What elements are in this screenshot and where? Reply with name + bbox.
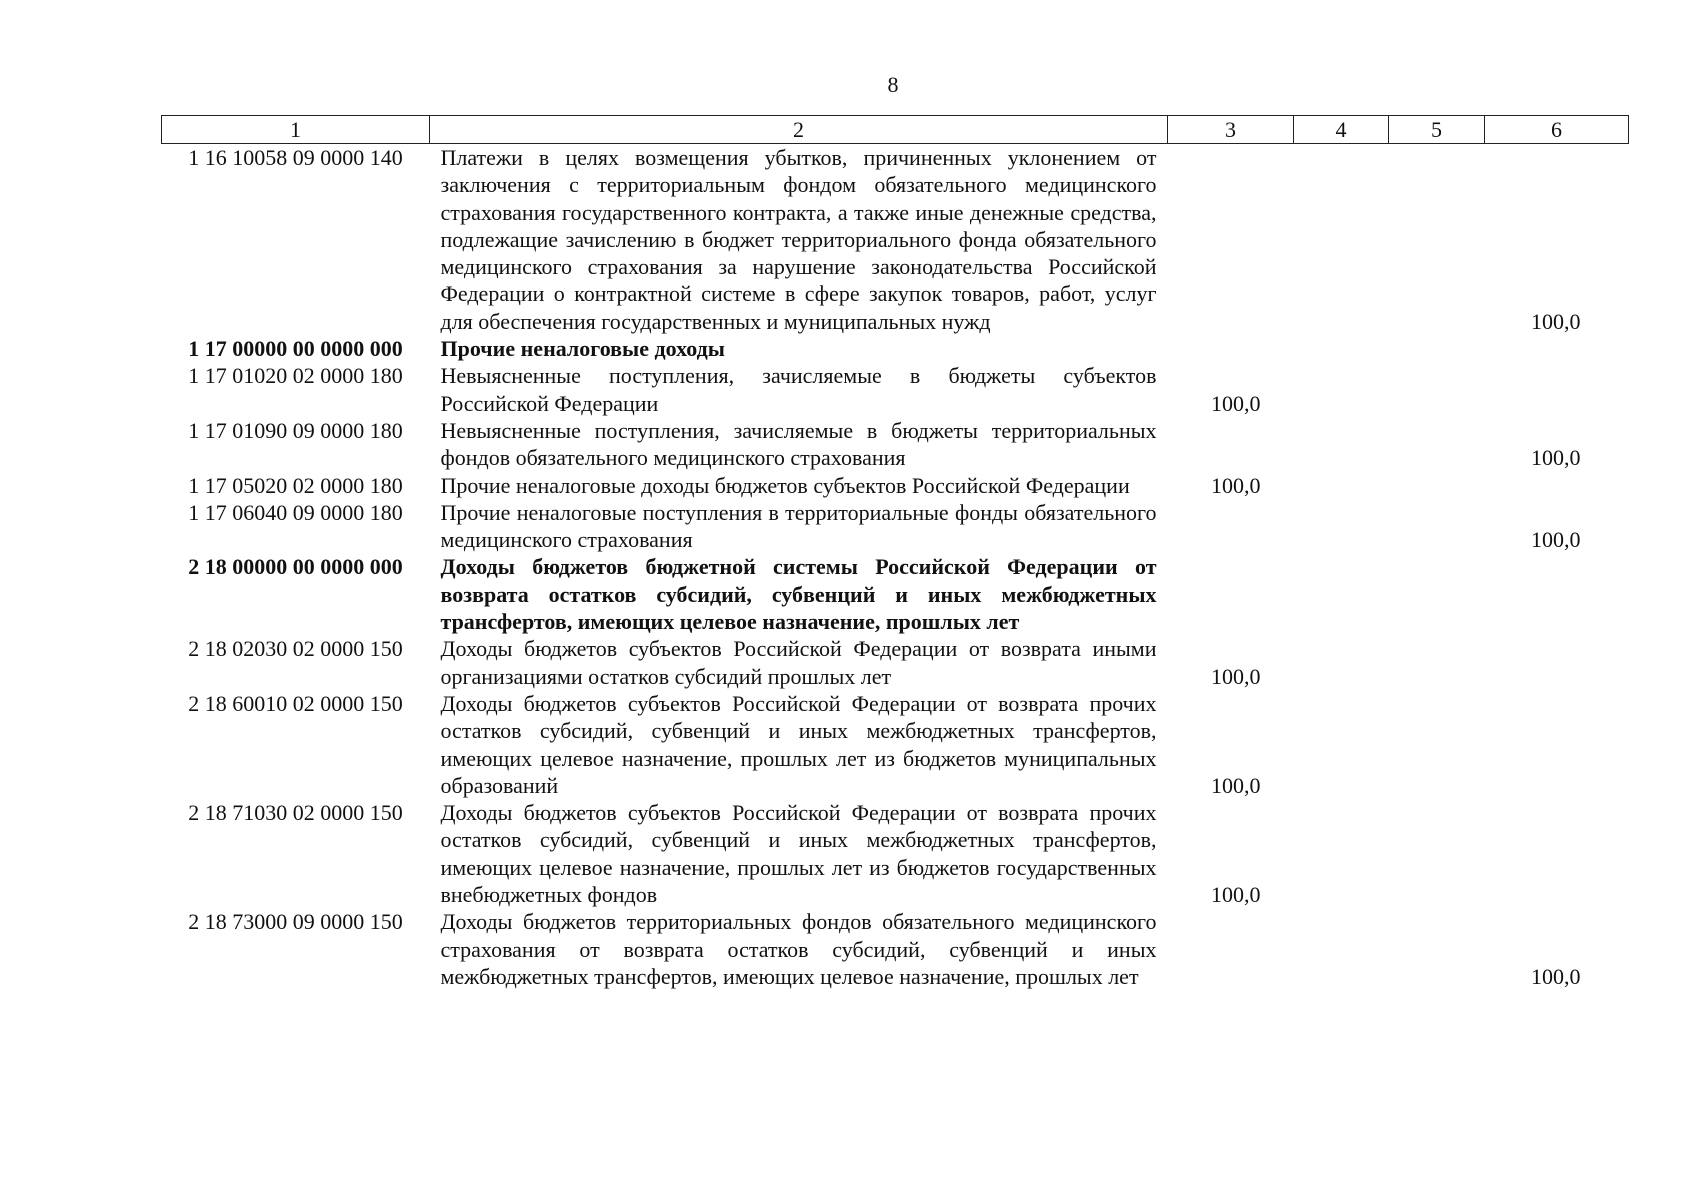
column-5-value-cell [1389, 362, 1485, 417]
table-row [162, 499, 1629, 554]
column-3-value-cell [1168, 144, 1294, 336]
description-cell: Доходы бюджетов территориальных фондов обязательного медицинского страхования от возврата остатков субсидий, субвенций и иных межбюджетных трансфертов, имеющих целевое назначение, прошлых лет [440, 909, 1157, 989]
column-5-value-cell [1389, 417, 1485, 472]
column-3-value-cell: 100,0 [1211, 882, 1261, 908]
table-row [162, 335, 1629, 362]
table-row [162, 908, 1629, 990]
table-row [162, 417, 1629, 472]
column-header-6: 6 [1485, 116, 1629, 144]
column-6-value-cell [1485, 472, 1629, 499]
description-cell: Невыясненные поступления, зачисляемые в бюджеты территориальных фондов обязательного медицинского страхования [440, 417, 1157, 471]
table-row [162, 799, 1629, 908]
page-number: 8 [887, 72, 899, 97]
column-5-value-cell [1389, 472, 1485, 499]
revenue-code-cell: 1 17 05020 02 0000 180 [188, 472, 403, 498]
column-4-value-cell [1294, 417, 1389, 472]
table-row [162, 690, 1629, 799]
description-cell: Прочие неналоговые доходы бюджетов субъектов Российской Федерации [440, 472, 1130, 498]
column-header-3: 3 [1168, 116, 1294, 144]
budget-revenue-table [161, 115, 1629, 990]
column-header-1: 1 [162, 116, 430, 144]
table-row [162, 472, 1629, 499]
column-5-value-cell [1389, 335, 1485, 362]
description-cell: Невыясненные поступления, зачисляемые в бюджеты субъектов Российской Федерации [440, 363, 1157, 416]
table-row [162, 144, 1629, 336]
column-4-value-cell [1294, 499, 1389, 554]
revenue-code-cell: 1 17 01090 09 0000 180 [188, 417, 403, 443]
column-4-value-cell [1294, 472, 1389, 499]
column-header-2: 2 [430, 116, 1168, 144]
column-4-value-cell [1294, 635, 1389, 690]
revenue-code-cell: 2 18 02030 02 0000 150 [188, 636, 403, 662]
column-5-value-cell [1389, 144, 1485, 336]
column-4-value-cell [1294, 144, 1389, 336]
column-5-value-cell [1389, 690, 1485, 799]
column-4-value-cell [1294, 335, 1389, 362]
column-6-value-cell [1485, 335, 1629, 362]
column-5-value-cell [1389, 908, 1485, 990]
column-3-value-cell: 100,0 [1211, 772, 1261, 798]
column-6-value-cell [1485, 553, 1629, 635]
description-cell: Доходы бюджетов бюджетной системы Российской Федерации от возврата остатков субсидий, субвенций и иных межбюджетных трансфертов, имеющих целевое назначение, прошлых лет [440, 554, 1157, 635]
revenue-code-cell: 1 17 00000 00 0000 000 [188, 336, 403, 362]
column-4-value-cell [1294, 908, 1389, 990]
column-6-value-cell [1485, 635, 1629, 690]
revenue-code-cell: 1 16 10058 09 0000 140 [188, 145, 403, 170]
column-3-value-cell [1168, 908, 1294, 990]
revenue-code-cell: 2 18 71030 02 0000 150 [188, 800, 403, 826]
column-4-value-cell [1294, 362, 1389, 417]
column-3-value-cell [1168, 417, 1294, 472]
column-header-5: 5 [1389, 116, 1485, 144]
column-header-4: 4 [1294, 116, 1389, 144]
column-6-value-cell [1485, 690, 1629, 799]
column-5-value-cell [1389, 799, 1485, 908]
column-4-value-cell [1294, 799, 1389, 908]
column-6-value-cell: 100,0 [1531, 308, 1581, 334]
revenue-code-cell: 2 18 73000 09 0000 150 [188, 909, 403, 935]
table-row [162, 635, 1629, 690]
description-cell: Доходы бюджетов субъектов Российской Федерации от возврата прочих остатков субсидий, субвенций и иных межбюджетных трансфертов, имеющих целевое назначение, прошлых лет из бюджетов государственных внебюджетных фондов [440, 800, 1157, 908]
revenue-code-cell: 2 18 60010 02 0000 150 [188, 690, 403, 716]
column-6-value-cell [1485, 362, 1629, 417]
description-cell: Прочие неналоговые поступления в территориальные фонды обязательного медицинского страхования [440, 499, 1157, 553]
revenue-code-cell: 1 17 01020 02 0000 180 [188, 363, 403, 389]
column-3-value-cell: 100,0 [1211, 390, 1261, 416]
description-cell: Доходы бюджетов субъектов Российской Федерации от возврата иными организациями остатков субсидий прошлых лет [440, 636, 1157, 689]
column-3-value-cell [1168, 553, 1294, 635]
column-3-value-cell: 100,0 [1211, 663, 1261, 689]
description-cell: Платежи в целях возмещения убытков, причиненных уклонением от заключения с территориальным фондом обязательного медицинского страхования государственного контракта, а также иные денежные средства, подлежащие зачислению в бюджет территориального фонда обязательного медицинского страхования за нарушение законодательства Российской Федерации о контрактной системе в сфере закупок товаров, работ, услуг для обеспечения государственных и муниципальных нужд [440, 145, 1157, 334]
table-row [162, 362, 1629, 417]
description-cell: Доходы бюджетов субъектов Российской Федерации от возврата прочих остатков субсидий, субвенций и иных межбюджетных трансфертов, имеющих целевое назначение, прошлых лет из бюджетов муниципальных образований [440, 690, 1157, 798]
description-cell: Прочие неналоговые доходы [440, 336, 725, 362]
column-4-value-cell [1294, 553, 1389, 635]
table-row [162, 553, 1629, 635]
table-body [162, 144, 1629, 991]
column-6-value-cell: 100,0 [1531, 527, 1581, 553]
column-4-value-cell [1294, 690, 1389, 799]
column-number-header-row [162, 116, 1629, 144]
column-5-value-cell [1389, 553, 1485, 635]
column-6-value-cell [1485, 799, 1629, 908]
column-3-value-cell: 100,0 [1211, 472, 1261, 498]
column-3-value-cell [1168, 499, 1294, 554]
column-5-value-cell [1389, 635, 1485, 690]
revenue-code-cell: 2 18 00000 00 0000 000 [188, 554, 403, 580]
column-6-value-cell: 100,0 [1531, 963, 1581, 989]
column-3-value-cell [1168, 335, 1294, 362]
column-5-value-cell [1389, 499, 1485, 554]
revenue-code-cell: 1 17 06040 09 0000 180 [188, 499, 403, 525]
column-6-value-cell: 100,0 [1531, 445, 1581, 471]
